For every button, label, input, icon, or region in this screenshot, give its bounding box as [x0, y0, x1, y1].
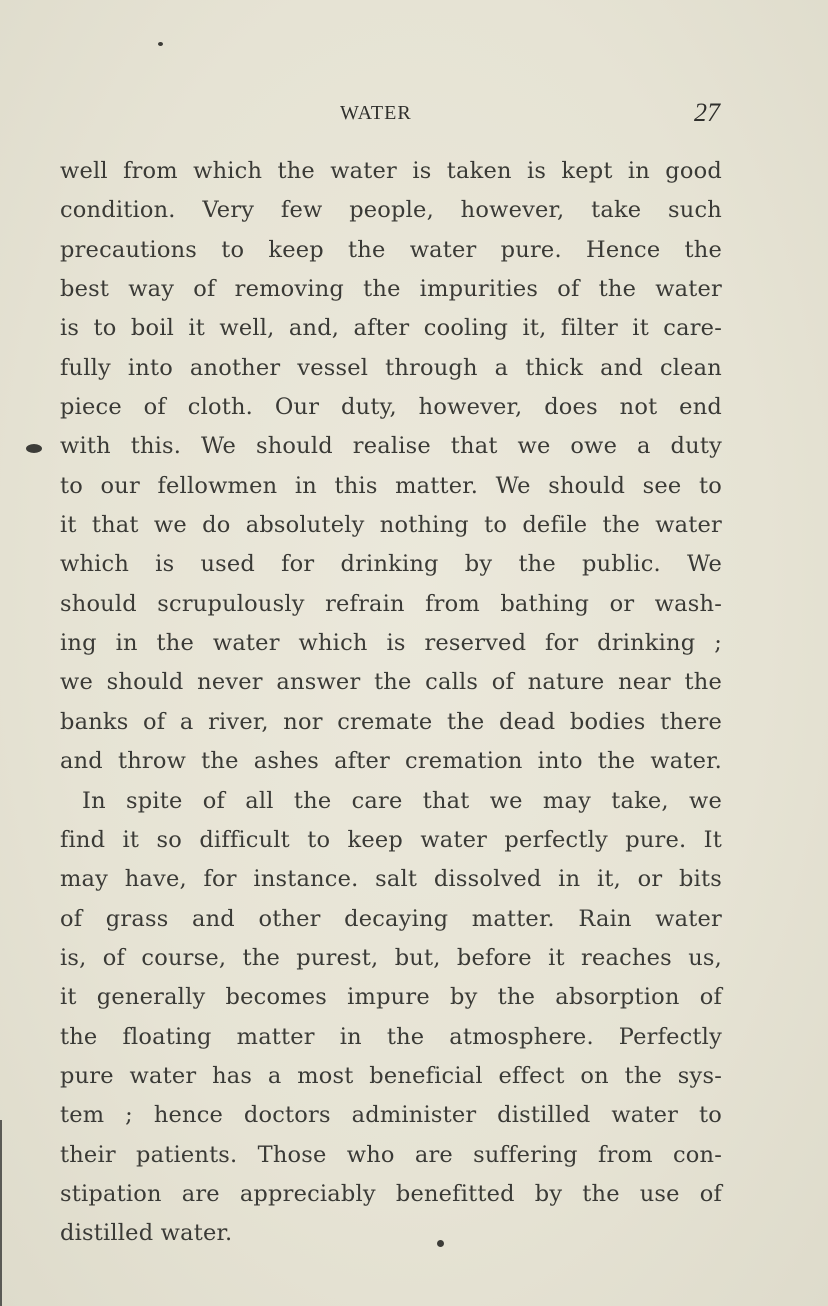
text-line: their patients. Those who are suffering from con- — [60, 1141, 722, 1168]
paragraph — [60, 782, 722, 1254]
text-line: distilled water. — [60, 1220, 233, 1247]
text-line: In spite of all the care that we may take, we — [82, 787, 722, 814]
text-line: pure water has a most beneficial effect on the sys- — [60, 1062, 722, 1089]
text-line: should scrupulously refrain from bathing or wash- — [60, 590, 722, 617]
text-line: with this. We should realise that we owe a duty — [60, 433, 722, 460]
body-text — [60, 152, 722, 1254]
text-line: and throw the ashes after cremation into the water. — [60, 748, 722, 775]
text-line: banks of a river, nor cremate the dead bodies there — [60, 708, 722, 735]
text-line: piece of cloth. Our duty, however, does not end — [60, 394, 722, 421]
text-line: is, of course, the purest, but, before it reaches us, — [60, 944, 722, 971]
ink-speck — [158, 42, 163, 46]
text-line: find it so difficult to keep water perfectly pure. It — [60, 826, 722, 853]
running-title: WATER — [340, 102, 412, 124]
text-line: which is used for drinking by the public. We — [60, 551, 722, 578]
ink-speck — [26, 444, 42, 453]
text-line: precautions to keep the water pure. Hence the — [60, 236, 722, 263]
text-line: is to boil it well, and, after cooling it, filter it care- — [60, 315, 722, 342]
text-line: best way of removing the impurities of the water — [60, 276, 722, 303]
text-line: ing in the water which is reserved for drinking ; — [60, 630, 722, 657]
text-line: may have, for instance. salt dissolved in it, or bits — [60, 866, 722, 893]
text-line: we should never answer the calls of nature near the — [60, 669, 722, 696]
text-line: tem ; hence doctors administer distilled water to — [60, 1102, 722, 1129]
text-line: well from which the water is taken is kept in good — [60, 158, 722, 184]
paragraph — [60, 152, 722, 782]
page-edge-shadow — [0, 1120, 2, 1306]
text-line: to our fellowmen in this matter. We should see to — [60, 472, 722, 499]
text-line: fully into another vessel through a thick and clean — [60, 354, 722, 381]
text-line: of grass and other decaying matter. Rain water — [60, 905, 722, 932]
page-number: 27 — [694, 98, 720, 127]
text-line: condition. Very few people, however, take such — [60, 197, 722, 224]
text-line: the floating matter in the atmosphere. Perfectly — [60, 1023, 722, 1050]
text-line: it generally becomes impure by the absorption of — [60, 984, 722, 1011]
running-head — [0, 98, 828, 132]
text-line: it that we do absolutely nothing to defile the water — [60, 512, 722, 539]
text-line: stipation are appreciably benefitted by the use of — [60, 1180, 722, 1207]
